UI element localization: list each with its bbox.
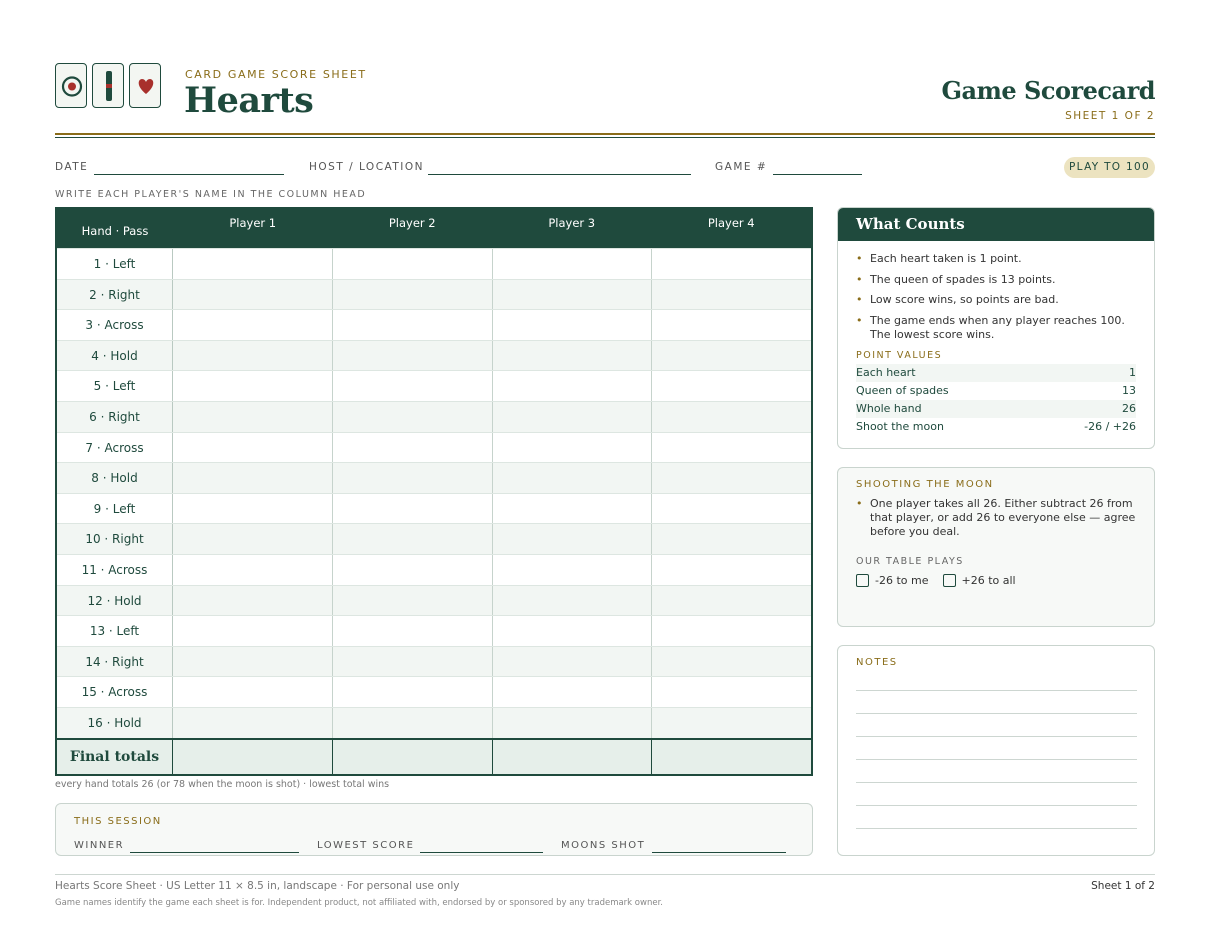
shooting-moon-panel xyxy=(837,467,1155,627)
point-value-number: 1 xyxy=(1129,365,1136,379)
shooting-moon-title: SHOOTING THE MOON xyxy=(856,479,994,490)
point-value-number: 13 xyxy=(1122,383,1136,397)
note-line[interactable] xyxy=(856,782,1137,783)
point-value-label: Each heart xyxy=(856,365,916,379)
point-value-label: Shoot the moon xyxy=(856,419,944,433)
hand-label: 10 · Right xyxy=(57,524,173,554)
scorecard-title: Game Scorecard xyxy=(941,76,1155,105)
score-cell[interactable] xyxy=(173,341,333,371)
score-cell[interactable] xyxy=(652,433,811,463)
score-cell[interactable] xyxy=(333,433,493,463)
score-cell[interactable] xyxy=(493,616,653,646)
note-line[interactable] xyxy=(856,828,1137,829)
checkbox-minus-26[interactable] xyxy=(856,574,869,587)
table-row xyxy=(57,523,811,554)
score-cell[interactable] xyxy=(493,280,653,310)
score-cell[interactable] xyxy=(333,402,493,432)
score-cell[interactable] xyxy=(173,310,333,340)
table-body xyxy=(57,248,811,738)
score-cell[interactable] xyxy=(333,280,493,310)
score-cell[interactable] xyxy=(173,402,333,432)
table-row xyxy=(57,585,811,616)
hand-label: 3 · Across xyxy=(57,310,173,340)
table-row xyxy=(57,615,811,646)
lowest-score-label: LOWEST SCORE xyxy=(317,840,415,851)
footer-legal: Game names identify the game each sheet is for. Independent product, not affiliated with, endorsed by or sponsored by any trademark owner. xyxy=(55,898,663,908)
header-rule-green xyxy=(55,137,1155,138)
score-cell[interactable] xyxy=(333,494,493,524)
hand-label: 15 · Across xyxy=(57,677,173,707)
score-cell[interactable] xyxy=(652,341,811,371)
score-cell[interactable] xyxy=(173,494,333,524)
hand-label: 2 · Right xyxy=(57,280,173,310)
score-cell[interactable] xyxy=(333,708,493,738)
score-cell[interactable] xyxy=(173,555,333,585)
score-cell[interactable] xyxy=(652,677,811,707)
player-3-header[interactable]: Player 3 xyxy=(548,216,596,230)
score-cell[interactable] xyxy=(493,341,653,371)
score-cell[interactable] xyxy=(333,463,493,493)
point-values-list xyxy=(838,364,1154,436)
hand-label: 8 · Hold xyxy=(57,463,173,493)
hand-label: 11 · Across xyxy=(57,555,173,585)
point-value-row xyxy=(856,400,1136,418)
score-cell[interactable] xyxy=(173,524,333,554)
score-cell[interactable] xyxy=(173,433,333,463)
score-cell[interactable] xyxy=(333,647,493,677)
score-cell[interactable] xyxy=(493,494,653,524)
table-row xyxy=(57,646,811,677)
table-row xyxy=(57,279,811,310)
game-number-label: GAME # xyxy=(715,161,768,173)
final-cell[interactable] xyxy=(333,740,493,774)
score-cell[interactable] xyxy=(333,616,493,646)
score-cell[interactable] xyxy=(333,249,493,279)
bar-card-icon xyxy=(92,63,124,108)
table-row xyxy=(57,493,811,524)
score-cell[interactable] xyxy=(652,402,811,432)
option-minus-26[interactable] xyxy=(856,574,929,587)
rules-list xyxy=(838,241,1154,342)
table-row xyxy=(57,370,811,401)
note-line[interactable] xyxy=(856,736,1137,737)
hand-label: 14 · Right xyxy=(57,647,173,677)
date-label: DATE xyxy=(55,161,89,173)
final-totals-row xyxy=(57,738,811,774)
checkbox-plus-26[interactable] xyxy=(943,574,956,587)
score-cell[interactable] xyxy=(493,310,653,340)
score-cell[interactable] xyxy=(652,708,811,738)
logo xyxy=(55,63,161,108)
what-counts-title: What Counts xyxy=(838,208,1154,241)
score-cell[interactable] xyxy=(333,555,493,585)
moon-rules-list xyxy=(838,497,1154,539)
table-header xyxy=(57,209,811,248)
score-cell[interactable] xyxy=(652,280,811,310)
point-value-number: 26 xyxy=(1122,401,1136,415)
final-totals-label: Final totals xyxy=(57,740,173,774)
hand-label: 6 · Right xyxy=(57,402,173,432)
hand-label: 1 · Left xyxy=(57,249,173,279)
score-cell[interactable] xyxy=(173,371,333,401)
final-cell[interactable] xyxy=(652,740,811,774)
score-cell[interactable] xyxy=(493,463,653,493)
rule-item: • Each heart taken is 1 point. xyxy=(856,252,1136,266)
table-row xyxy=(57,676,811,707)
header-rule-gold xyxy=(55,133,1155,135)
hand-label: 7 · Across xyxy=(57,433,173,463)
score-cell[interactable] xyxy=(652,371,811,401)
score-cell[interactable] xyxy=(652,647,811,677)
score-cell[interactable] xyxy=(493,402,653,432)
table-note: every hand totals 26 (or 78 when the moon is shot) · lowest total wins xyxy=(55,779,390,790)
note-line[interactable] xyxy=(856,805,1137,806)
point-value-row xyxy=(856,418,1136,436)
score-cell[interactable] xyxy=(333,524,493,554)
heart-card-icon xyxy=(129,63,161,108)
lowest-score-field[interactable] xyxy=(420,852,543,853)
instruction-text: WRITE EACH PLAYER'S NAME IN THE COLUMN HEAD xyxy=(55,189,367,200)
score-cell[interactable] xyxy=(333,677,493,707)
play-to-badge: PLAY TO 100 xyxy=(1064,157,1155,178)
score-cell[interactable] xyxy=(493,524,653,554)
score-cell[interactable] xyxy=(333,341,493,371)
score-cell[interactable] xyxy=(173,647,333,677)
option-minus-26-label: -26 to me xyxy=(875,574,929,587)
score-cell[interactable] xyxy=(173,708,333,738)
note-line[interactable] xyxy=(856,713,1137,714)
date-field[interactable] xyxy=(94,174,284,175)
score-cell[interactable] xyxy=(173,677,333,707)
score-cell[interactable] xyxy=(493,433,653,463)
final-cell[interactable] xyxy=(173,740,333,774)
moon-rule-item: • One player takes all 26. Either subtract 26 from that player, or add 26 to everyone else — agree before you deal. xyxy=(856,497,1136,539)
score-cell[interactable] xyxy=(652,555,811,585)
option-plus-26[interactable] xyxy=(943,574,1016,587)
hand-label: 9 · Left xyxy=(57,494,173,524)
point-values-title: POINT VALUES xyxy=(856,349,943,361)
hand-label: 16 · Hold xyxy=(57,708,173,738)
note-line[interactable] xyxy=(856,759,1137,760)
session-box xyxy=(55,803,813,856)
footer-rule xyxy=(55,874,1155,875)
final-cell[interactable] xyxy=(493,740,653,774)
score-cell[interactable] xyxy=(173,280,333,310)
hand-label: 4 · Hold xyxy=(57,341,173,371)
player-4-header[interactable]: Player 4 xyxy=(707,216,755,230)
notes-title: NOTES xyxy=(856,657,898,668)
winner-field[interactable] xyxy=(130,852,299,853)
hand-label: 12 · Hold xyxy=(57,586,173,616)
rule-item: • Low score wins, so points are bad. xyxy=(856,293,1136,307)
footer-sheet-number: Sheet 1 of 2 xyxy=(1091,880,1155,892)
player-1-header[interactable]: Player 1 xyxy=(229,216,277,230)
score-cell[interactable] xyxy=(652,310,811,340)
score-cell[interactable] xyxy=(493,371,653,401)
moon-options xyxy=(856,574,1136,587)
rule-item: • The game ends when any player reaches 100. The lowest score wins. xyxy=(856,314,1136,342)
player-2-header[interactable]: Player 2 xyxy=(388,216,436,230)
hand-column-header: Hand · Pass xyxy=(81,224,149,238)
score-cell[interactable] xyxy=(652,616,811,646)
table-row xyxy=(57,554,811,585)
hand-label: 5 · Left xyxy=(57,371,173,401)
note-line[interactable] xyxy=(856,690,1137,691)
table-row xyxy=(57,462,811,493)
host-label: HOST / LOCATION xyxy=(309,161,425,173)
score-cell[interactable] xyxy=(173,249,333,279)
host-field[interactable] xyxy=(428,174,691,175)
hand-label: 13 · Left xyxy=(57,616,173,646)
score-cell[interactable] xyxy=(652,463,811,493)
score-cell[interactable] xyxy=(333,371,493,401)
score-cell[interactable] xyxy=(652,494,811,524)
what-counts-panel xyxy=(837,207,1155,449)
score-table xyxy=(55,207,813,776)
score-cell[interactable] xyxy=(652,249,811,279)
rule-item: • The queen of spades is 13 points. xyxy=(856,273,1136,287)
score-cell[interactable] xyxy=(493,647,653,677)
point-value-number: -26 / +26 xyxy=(1084,419,1136,433)
score-cell[interactable] xyxy=(333,586,493,616)
table-row xyxy=(57,309,811,340)
score-cell[interactable] xyxy=(173,586,333,616)
point-value-row xyxy=(856,382,1136,400)
score-cell[interactable] xyxy=(173,616,333,646)
point-value-row xyxy=(856,364,1136,382)
table-row xyxy=(57,707,811,738)
score-cell[interactable] xyxy=(493,586,653,616)
footer-info: Hearts Score Sheet · US Letter 11 × 8.5 in, landscape · For personal use only xyxy=(55,880,460,892)
page-title: Hearts xyxy=(184,80,314,121)
score-cell[interactable] xyxy=(493,708,653,738)
table-row xyxy=(57,401,811,432)
score-cell[interactable] xyxy=(493,249,653,279)
notes-panel xyxy=(837,645,1155,856)
session-title: THIS SESSION xyxy=(74,816,162,827)
table-row xyxy=(57,432,811,463)
score-cell[interactable] xyxy=(173,463,333,493)
score-cell[interactable] xyxy=(333,310,493,340)
score-cell[interactable] xyxy=(652,586,811,616)
winner-label: WINNER xyxy=(74,840,125,851)
score-cell[interactable] xyxy=(493,555,653,585)
game-number-field[interactable] xyxy=(773,174,862,175)
table-row xyxy=(57,340,811,371)
target-card-icon xyxy=(55,63,87,108)
table-row xyxy=(57,248,811,279)
point-value-label: Queen of spades xyxy=(856,383,949,397)
moons-shot-label: MOONS SHOT xyxy=(561,840,646,851)
moons-shot-field[interactable] xyxy=(652,852,786,853)
option-plus-26-label: +26 to all xyxy=(961,574,1016,587)
point-value-label: Whole hand xyxy=(856,401,922,415)
score-cell[interactable] xyxy=(493,677,653,707)
sheet-number: SHEET 1 OF 2 xyxy=(1065,110,1155,122)
score-cell[interactable] xyxy=(652,524,811,554)
sheet-eyebrow: CARD GAME SCORE SHEET xyxy=(185,68,367,81)
table-plays-label: OUR TABLE PLAYS xyxy=(856,556,964,567)
